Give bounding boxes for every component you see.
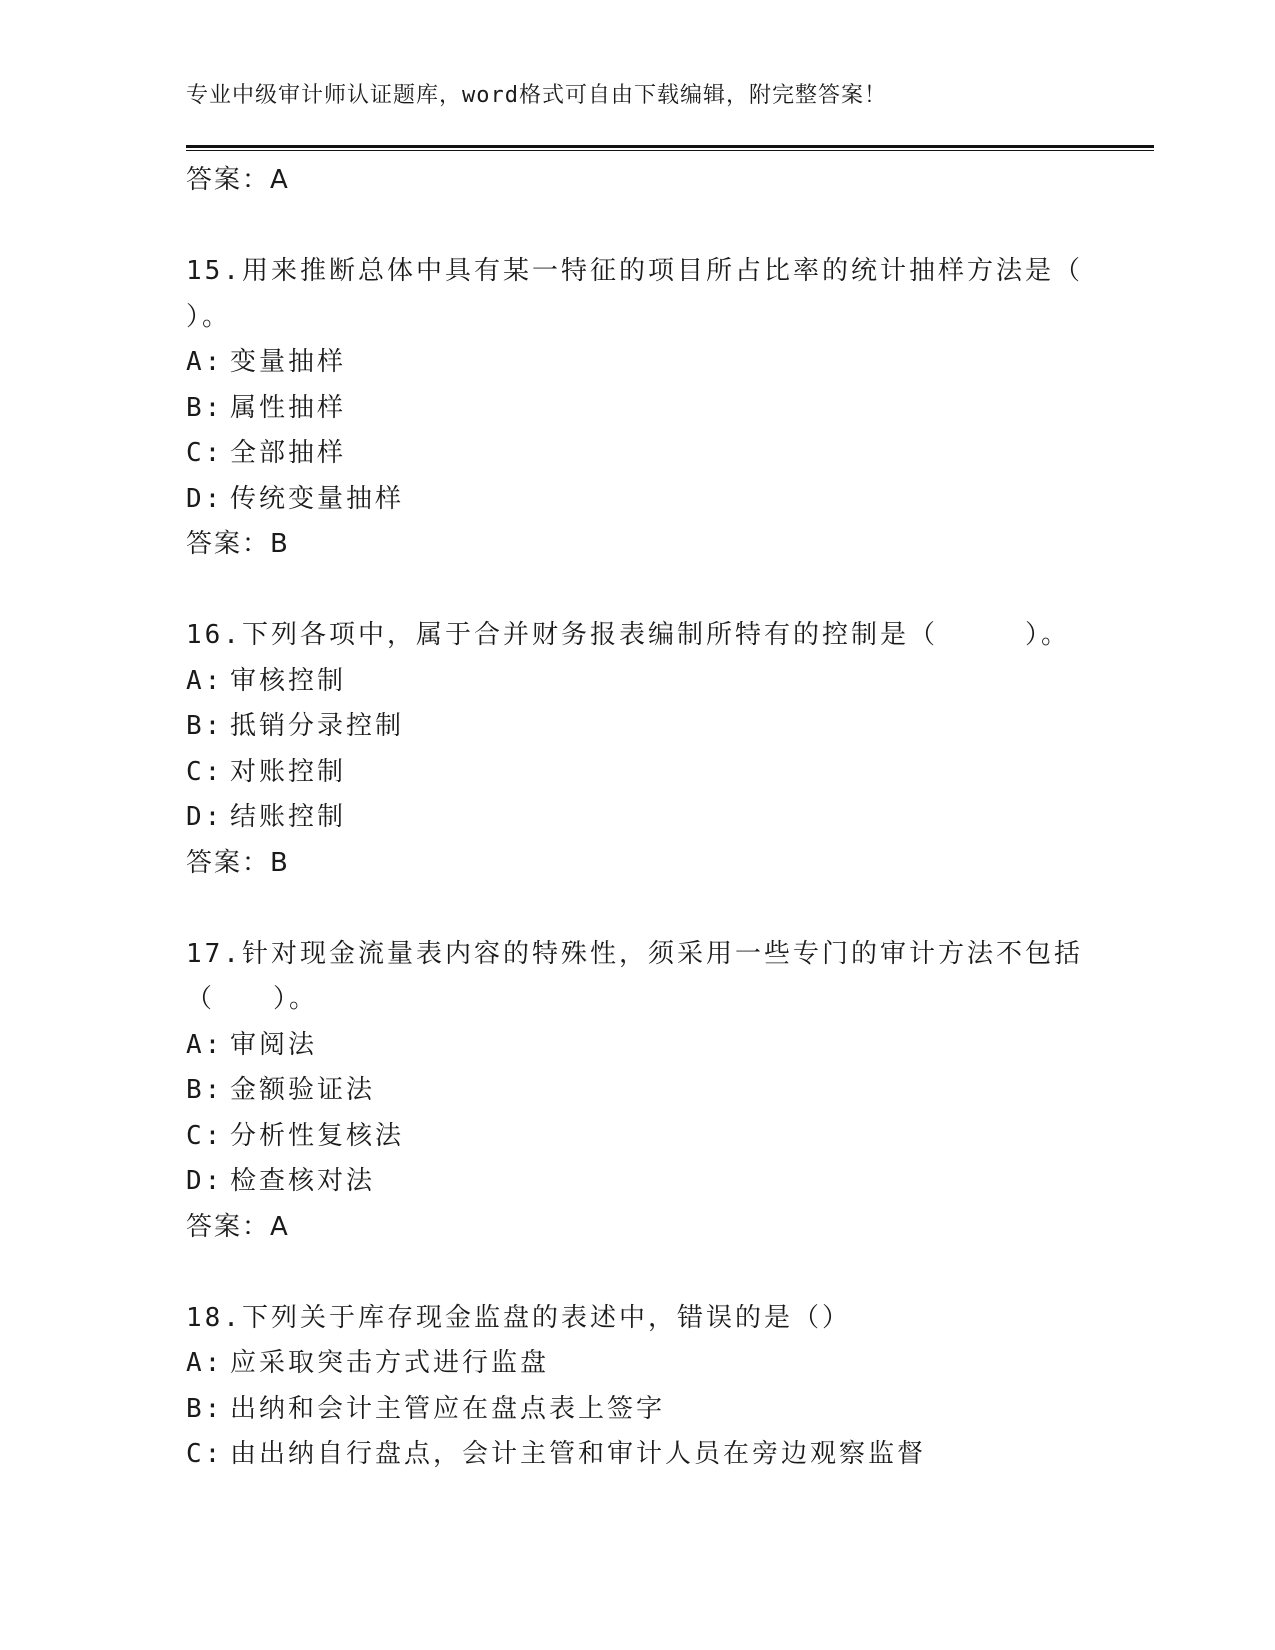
question-stem: 15.用来推断总体中具有某一特征的项目所占比率的统计抽样方法是（ xyxy=(186,256,1083,286)
option-d: D: 结账控制 xyxy=(186,802,347,832)
question-stem: 17.针对现金流量表内容的特殊性，须采用一些专门的审计方法不包括 xyxy=(186,938,1083,969)
question-16 xyxy=(186,613,1086,886)
question-list xyxy=(186,158,1086,1478)
question-15 xyxy=(186,249,1086,568)
option-d: D: 传统变量抽样 xyxy=(186,483,405,514)
option-c: C: 分析性复核法 xyxy=(186,1120,405,1151)
option-c: C: 全部抽样 xyxy=(186,438,347,468)
question-stem: 16.下列各项中，属于合并财务报表编制所特有的控制是（ ）。 xyxy=(186,620,1070,650)
option-a: A: 审阅法 xyxy=(186,1029,318,1060)
page-header: 专业中级审计师认证题库，word格式可自由下载编辑，附完整答案！ xyxy=(186,83,887,108)
answer-line: 答案：A xyxy=(186,165,290,195)
question-stem: 18.下列关于库存现金监盘的表述中，错误的是（） xyxy=(186,1302,851,1333)
option-b: B: 出纳和会计主管应在盘点表上签字 xyxy=(186,1393,666,1424)
option-b: B: 金额验证法 xyxy=(186,1075,376,1105)
header-rule-thin xyxy=(186,150,1154,151)
answer-line: 答案：A xyxy=(186,1211,290,1242)
question-17 xyxy=(186,932,1086,1251)
question-stem: （ ）。 xyxy=(186,984,319,1014)
option-a: A: 变量抽样 xyxy=(186,347,347,377)
option-a: A: 审核控制 xyxy=(186,665,347,696)
answer-line: 答案：B xyxy=(186,529,290,559)
answer-line: 答案：B xyxy=(186,847,290,878)
option-b: B: 属性抽样 xyxy=(186,392,347,423)
option-d: D: 检查核对法 xyxy=(186,1166,376,1196)
option-c: C: 对账控制 xyxy=(186,756,347,787)
option-b: B: 抵销分录控制 xyxy=(186,711,405,741)
question-stem: ）。 xyxy=(186,301,232,332)
question-18 xyxy=(186,1296,1086,1478)
option-c: C: 由出纳自行盘点，会计主管和审计人员在旁边观察监督 xyxy=(186,1439,927,1469)
header-rule-thick xyxy=(186,145,1154,148)
option-a: A: 应采取突击方式进行监盘 xyxy=(186,1348,550,1378)
